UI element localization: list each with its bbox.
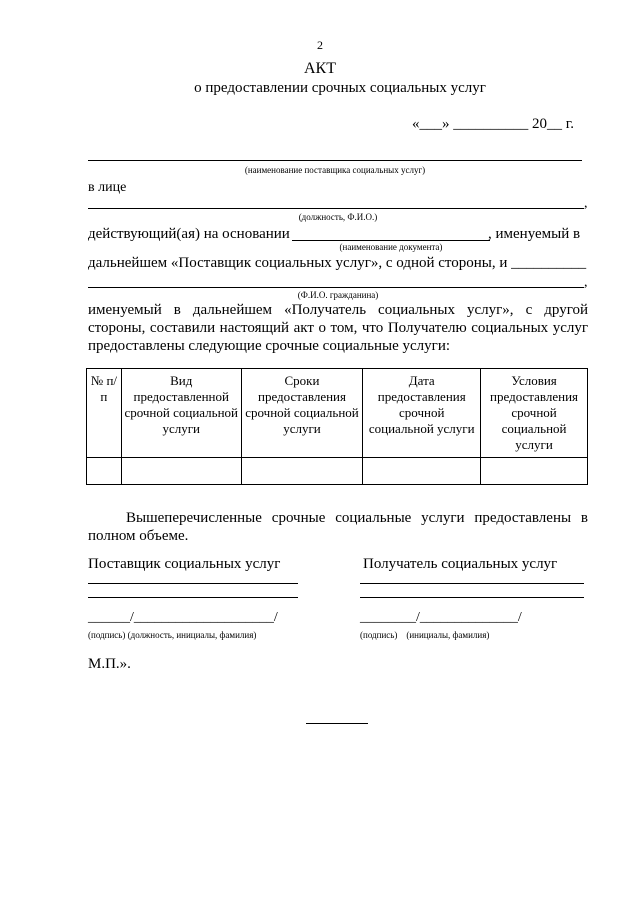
table-header-row	[87, 369, 588, 458]
cell-conditions[interactable]	[481, 458, 588, 485]
document-name-line	[292, 240, 490, 241]
header-conditions: Условия предоставления срочной социальной услуги	[481, 369, 588, 458]
provider-line-1	[88, 583, 298, 584]
conclusion-paragraph: Вышеперечисленные срочные социальные услуги предоставлены в полном объеме.	[88, 510, 588, 544]
position-comma: ,	[584, 196, 588, 211]
cell-terms[interactable]	[241, 458, 363, 485]
recipient-signature-line: ________/______________/	[360, 610, 522, 625]
document-subtitle: о предоставлении срочных социальных услуг	[194, 80, 486, 96]
page-number: 2	[317, 38, 323, 52]
cell-date[interactable]	[363, 458, 481, 485]
recipient-line-1	[360, 583, 584, 584]
end-divider	[306, 723, 368, 724]
recipient-label: Получатель социальных услуг	[363, 556, 558, 572]
provider-name-line	[88, 160, 582, 161]
citizen-comma: ,	[584, 275, 588, 290]
acting-prefix: действующий(ая) на основании	[88, 226, 290, 242]
stamp-mark: М.П.».	[88, 656, 131, 672]
citizen-name-line	[88, 287, 584, 288]
provider-signature-caption: (подпись) (должность, инициалы, фамилия)	[88, 630, 257, 640]
header-service-type: Вид предоставленной срочной социальной услуги	[121, 369, 241, 458]
header-number: № п/п	[87, 369, 122, 458]
body-paragraph: именуемый в дальнейшем «Получатель социальных услуг», с другой стороны, составили настоящий акт о том, что Получателю социальных услуг предоставлены следующие срочные социальные услуги:	[88, 302, 588, 354]
document-title: АКТ	[304, 60, 336, 77]
cell-number[interactable]	[87, 458, 122, 485]
recipient-signature-caption: (подпись) (инициалы, фамилия)	[360, 630, 490, 640]
cell-service-type[interactable]	[121, 458, 241, 485]
table-row	[87, 458, 588, 485]
header-date: Дата предоставления срочной социальной услуги	[363, 369, 481, 458]
provider-label: Поставщик социальных услуг	[88, 556, 281, 572]
further-text: дальнейшем «Поставщик социальных услуг», с одной стороны, и __________	[88, 255, 587, 271]
document-caption: (наименование документа)	[339, 242, 443, 252]
citizen-caption: (Ф.И.О. гражданина)	[297, 290, 379, 300]
provider-line-2	[88, 597, 298, 598]
acting-suffix: , именуемый в	[488, 226, 581, 242]
date-line: «___» __________ 20__ г.	[412, 116, 574, 132]
provider-caption: (наименование поставщика социальных услуг)	[244, 165, 426, 175]
in-person-label: в лице	[88, 180, 127, 195]
recipient-line-2	[360, 597, 584, 598]
position-line	[88, 208, 584, 209]
provider-signature-line: ______/____________________/	[88, 610, 278, 625]
services-table	[86, 368, 588, 485]
header-terms: Сроки предоставления срочной социальной услуги	[241, 369, 363, 458]
position-caption: (должность, Ф.И.О.)	[298, 212, 378, 222]
